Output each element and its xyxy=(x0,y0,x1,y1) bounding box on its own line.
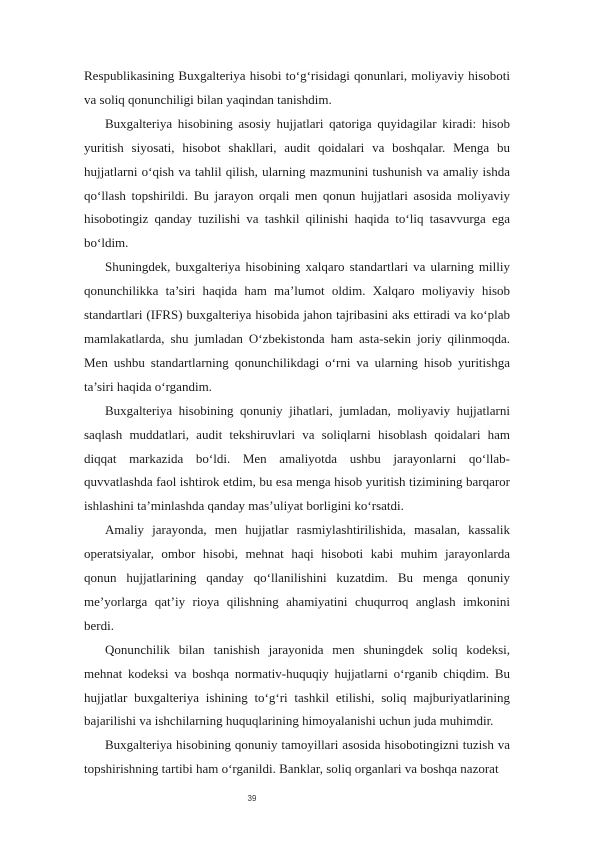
paragraph-main-documents: Buxgalteriya hisobining asosiy hujjatlari qatoriga quyidagilar kiradi: hisob yuritish siyosati, hisobot shakllari, audit qoidalari va boshqalar. Menga bu hujjatlarni o‘qish va tahlil qilish, ularning mazmunini tushunish va amaliy ishda qo‘llash topshirildi. Bu jarayon orqali men qonun hujjatlari asosida moliyaviy hisobotingiz qanday tuzilishi va tashkil qilinishi haqida to‘liq tasavvurga ega bo‘ldim. xyxy=(84,115,510,251)
paragraph-continuation: Respublikasining Buxgalteriya hisobi to‘g‘risidagi qonunlari, moliyaviy hisoboti va soliq qonunchiligi bilan yaqindan tanishdim. xyxy=(84,68,510,107)
page-number: 39 xyxy=(247,794,257,803)
paragraph-legislation-study: Qonunchilik bilan tanishish jarayonida men shuningdek soliq kodeksi, mehnat kodeksi va boshqa normativ-huquqiy hujjatlarni o‘rganib chiqdim. Bu hujjatlar buxgalteriya ishining to‘g‘ri tashkil etilishi, soliq majburiyatlarining bajarilishi va ishchilarning huquqlarining himoyalanishi uchun juda muhimdir. xyxy=(84,641,510,729)
document-body xyxy=(84,64,510,781)
paragraph-international-standards: Shuningdek, buxgalteriya hisobining xalqaro standartlari va ularning milliy qonunchilikka ta’siri haqida ham ma’lumot oldim. Xalqaro moliyaviy hisob standartlari (IFRS) buxgalteriya hisobida jahon tajribasini aks ettiradi va ko‘plab mamlakatlarda, shu jumladan O‘zbekistonda ham asta-sekin joriy qilinmoqda. Men ushbu standartlarning qonunchilikdagi o‘rni va ularning hisob yuritishga ta’siri haqida o‘rgandim. xyxy=(84,259,510,394)
paragraph-legal-aspects: Buxgalteriya hisobining qonuniy jihatlari, jumladan, moliyaviy hujjatlarni saqlash muddatlari, audit tekshiruvlari va soliqlarni hisoblash qoidalari ham diqqat markazida bo‘ldi. Men amaliyotda ushbu jarayonlarni qo‘llab-quvvatlashda faol ishtirok etdim, bu esa menga hisob yuritish tizimining barqaror ishlashini ta’minlashda qanday mas’uliyat borligini ko‘rsatdi. xyxy=(84,402,510,514)
paragraph-reporting-principles: Buxgalteriya hisobining qonuniy tamoyillari asosida hisobotingizni tuzish va topshirishning tartibi ham o‘rganildi. Banklar, soliq organlari va boshqa nazorat xyxy=(84,737,510,777)
paragraph-practical-process: Amaliy jarayonda, men hujjatlar rasmiylashtirilishida, masalan, kassalik operatsiyalar, ombor hisobi, mehnat haqi hisoboti kabi muhim jarayonlarda qonun hujjatlarining qanday qo‘llanilishini kuzatdim. Bu menga qonuniy me’yorlarga qat’iy rioya qilishning ahamiyatini chuqurroq anglash imkonini berdi. xyxy=(84,522,510,633)
